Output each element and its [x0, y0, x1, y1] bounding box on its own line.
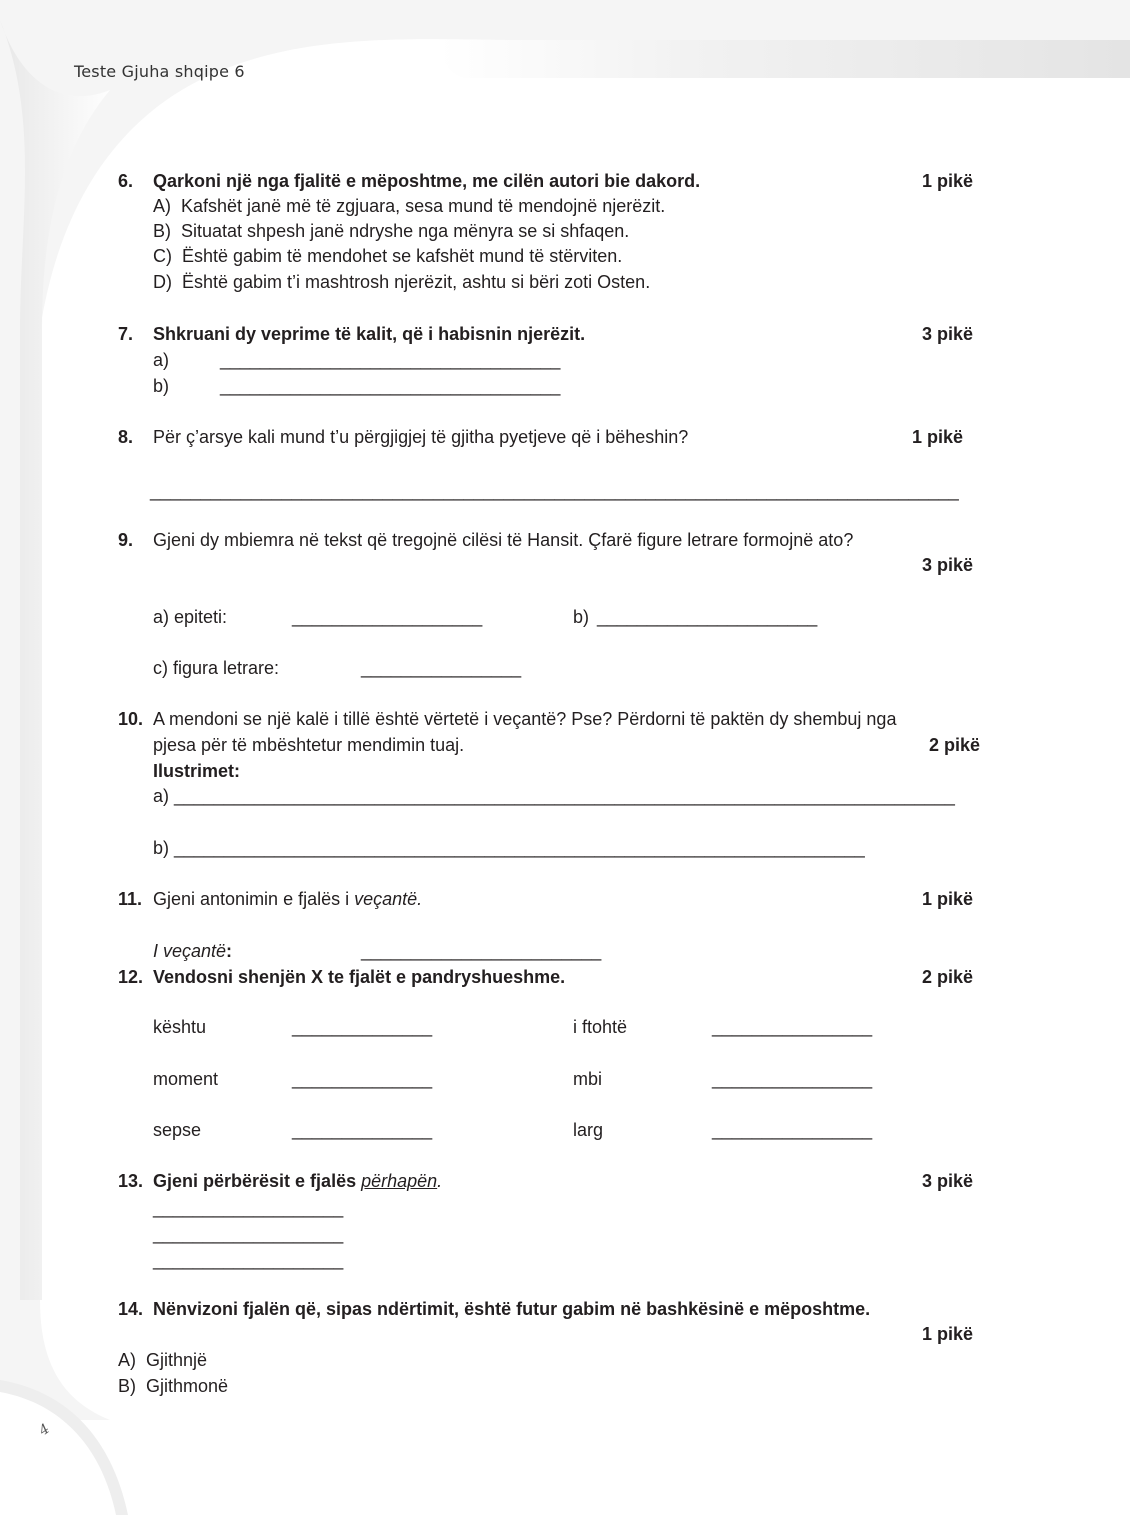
question-10-text-line-1: A mendoni se një kalë i tillë është vërtetë i veçantë? Pse? Përdorni të paktën dy shembuj nga [153, 709, 897, 729]
question-13-answer-1[interactable]: ___________________ [153, 1198, 344, 1218]
question-12-word-left-3: sepse [153, 1120, 202, 1140]
question-10-text-line-2: pjesa për të mbështetur mendimin tuaj. [153, 735, 465, 755]
question-6-option-a[interactable]: A) Kafshët janë më të zgjuara, sesa mund të mendojnë njerëzit. [153, 196, 666, 216]
question-9-points: 3 pikë [922, 555, 974, 575]
question-9-text: Gjeni dy mbiemra në tekst që tregojnë cilësi të Hansit. Çfarë figure letrare formojnë ato? [153, 530, 854, 550]
question-6-text: Qarkoni një nga fjalitë e mëposhtme, me cilën autori bie dakord. [153, 171, 701, 191]
question-12-points: 2 pikë [922, 967, 974, 987]
question-9-number: 9. [118, 530, 134, 550]
question-14-number: 14. [118, 1299, 144, 1319]
question-10-number: 10. [118, 709, 144, 729]
question-7-number: 7. [118, 324, 134, 344]
question-11-text-prefix: Gjeni antonimin e fjalës i [153, 889, 355, 909]
question-11-label-colon: : [226, 941, 233, 961]
question-9-answer-c[interactable]: ________________ [361, 658, 522, 678]
question-7-label-b: b) [153, 376, 170, 396]
question-6-option-c[interactable]: C) Është gabim të mendohet se kafshët mund të stërviten. [153, 246, 623, 266]
question-7-answer-a[interactable]: __________________________________ [220, 350, 561, 370]
question-13-text-prefix: Gjeni përbërësit e fjalës [153, 1171, 362, 1191]
question-11-text [153, 888, 422, 910]
question-9-answer-a[interactable]: ___________________ [292, 607, 483, 627]
question-13-text-suffix: . [437, 1171, 443, 1191]
question-12-mark-right-3[interactable]: ________________ [712, 1120, 873, 1140]
question-14-text: Nënvizoni fjalën që, sipas ndërtimit, është futur gabim në bashkësinë e mëposhtme. [153, 1299, 871, 1319]
header-title: Teste Gjuha shqipe 6 [74, 62, 245, 81]
question-11-label-word: I veçantë [153, 941, 227, 961]
question-14-option-a[interactable]: A) Gjithnjë [118, 1350, 208, 1370]
question-7-answer-b[interactable]: __________________________________ [220, 376, 561, 396]
question-12-mark-right-2[interactable]: ________________ [712, 1069, 873, 1089]
question-11-number: 11. [118, 889, 143, 909]
question-9-label-b: b) [573, 607, 595, 627]
question-12-number: 12. [118, 967, 144, 987]
question-13-number: 13. [118, 1171, 144, 1191]
question-13-answer-2[interactable]: ___________________ [153, 1224, 344, 1244]
question-12-word-right-3: larg [573, 1120, 604, 1140]
question-6-option-b[interactable]: B) Situatat shpesh janë ndryshe nga mënyra se si shfaqen. [153, 221, 630, 241]
question-14-points: 1 pikë [922, 1324, 974, 1344]
question-9-label-c: c) figura letrare: [153, 658, 280, 678]
question-9-label-a: a) epiteti: [153, 607, 228, 627]
question-7-text: Shkruani dy veprime të kalit, që i habisnin njerëzit. [153, 324, 586, 344]
question-12-mark-left-1[interactable]: ______________ [292, 1017, 433, 1037]
question-11-label [153, 940, 232, 962]
question-13-points: 3 pikë [922, 1171, 974, 1191]
question-12-mark-right-1[interactable]: ________________ [712, 1017, 873, 1037]
question-11-answer[interactable]: ________________________ [361, 941, 602, 961]
question-8-text: Për ç’arsye kali mund t’u përgjigjej të gjitha pyetjeve që i bëheshin? [153, 427, 689, 447]
question-12-mark-left-2[interactable]: ______________ [292, 1069, 433, 1089]
question-13-answer-3[interactable]: ___________________ [153, 1250, 344, 1270]
question-10-illustrations-label: Ilustrimet: [153, 761, 241, 781]
question-8-number: 8. [118, 427, 134, 447]
question-10-answer-b[interactable]: b) _____________________________________________________________________ [153, 838, 865, 858]
question-8-points: 1 pikë [912, 427, 964, 447]
question-12-mark-left-3[interactable]: ______________ [292, 1120, 433, 1140]
question-12-word-left-2: moment [153, 1069, 219, 1089]
question-13-text-word: përhapën [361, 1171, 438, 1191]
question-12-word-right-1: i ftohtë [573, 1017, 628, 1037]
question-14-option-b[interactable]: B) Gjithmonë [118, 1376, 229, 1396]
question-12-word-left-1: kështu [153, 1017, 207, 1037]
question-6-points: 1 pikë [922, 171, 974, 191]
question-6-number: 6. [118, 171, 134, 191]
question-11-text-word: veçantë. [354, 889, 423, 909]
question-7-label-a: a) [153, 350, 170, 370]
question-12-word-right-2: mbi [573, 1069, 603, 1089]
page-number: 4 [36, 1420, 53, 1440]
question-7-points: 3 pikë [922, 324, 974, 344]
question-6-option-d[interactable]: D) Është gabim t’i mashtrosh njerëzit, ashtu si bëri zoti Osten. [153, 272, 651, 292]
question-13-text [153, 1170, 442, 1192]
question-8-answer[interactable]: ________________________________________________________________________________ [150, 481, 959, 501]
question-12-text: Vendosni shenjën X te fjalët e pandryshueshme. [153, 967, 566, 987]
question-10-points: 2 pikë [929, 735, 981, 755]
question-11-points: 1 pikë [922, 889, 974, 909]
question-9-answer-b[interactable]: ______________________ [597, 607, 818, 627]
question-10-answer-a[interactable]: a) ______________________________________________________________________________ [153, 786, 955, 806]
